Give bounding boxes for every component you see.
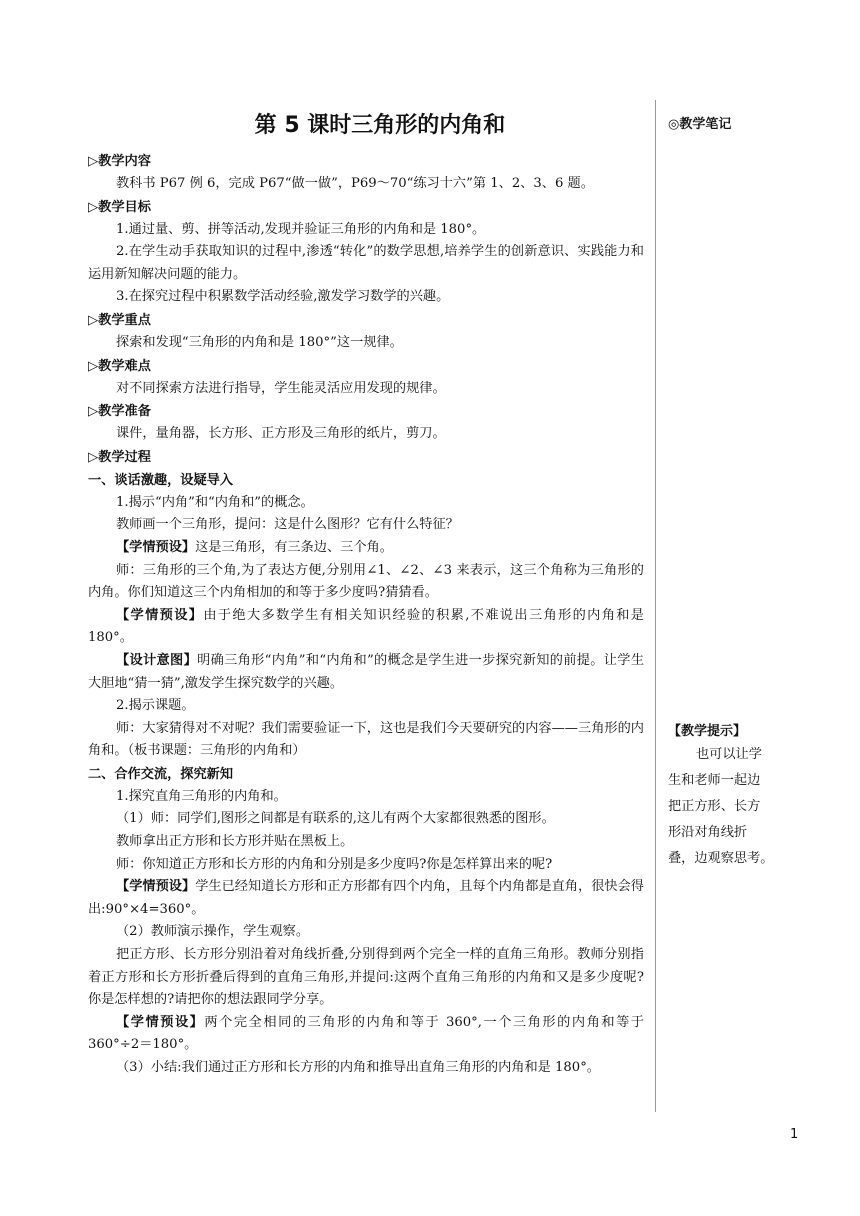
tip-line: 生和老师一起边 <box>668 773 761 788</box>
paragraph: （3）小结:我们通过正方形和长方形的内角和推导出直角三角形的内角和是 180°。 <box>116 1060 600 1075</box>
paragraph: 教师画一个三角形，提问：这是什么图形？它有什么特征？ <box>116 517 459 533</box>
paragraph: 1.探究直角三角形的内角和。 <box>116 788 287 804</box>
section-heading: ▷教学内容 <box>88 154 151 169</box>
paragraph <box>88 605 644 650</box>
paragraph: 1.揭示“内角”和“内角和”的概念。 <box>116 494 314 510</box>
paragraph: 师：你知道正方形和长方形的内角和分别是多少度吗?你是怎样算出来的呢? <box>116 856 553 872</box>
paragraph: 把正方形、长方形分别沿着对角线折叠,分别得到两个完全一样的直角三角形。教师分别指着正方形和长方形折叠后得到的直角三角形,并提问:这两个直角三角形的内角和又是多少度呢?你是怎样想的?请把你的想法跟同学分享。 <box>88 947 644 1008</box>
paragraph: （2）教师演示操作，学生观察。 <box>116 924 310 940</box>
paragraph <box>88 1012 644 1057</box>
subsection-heading: 二、合作交流，探究新知 <box>88 766 234 782</box>
paragraph: 2.揭示课题。 <box>116 698 195 714</box>
preset-tag: 【学情预设】 <box>116 1014 205 1030</box>
tip-heading: 【教学提示】 <box>668 724 747 739</box>
paragraph: 教科书 P67 例 6，完成 P67“做一做”，P69～70“练习十六”第 1、2、3、6 题。 <box>116 176 594 191</box>
preset-tag: 【学情预设】 <box>116 879 196 895</box>
preset-tag: 【学情预设】 <box>116 607 204 623</box>
paragraph-text: 学生已经知道长方形和正方形都有四个内角，且每个内角都是直角，很快会得出:90°×4=360°。 <box>88 879 644 917</box>
paragraph: 探索和发现“三角形的内角和是 180°”这一规律。 <box>116 334 403 350</box>
section-heading: ▷教学重点 <box>88 312 151 328</box>
tip-line: 也可以让学 <box>696 747 762 762</box>
paragraph <box>88 537 644 560</box>
design-intent-tag: 【设计意图】 <box>116 652 198 668</box>
margin-divider <box>655 100 656 1112</box>
tip-line: 形沿对角线折 <box>668 825 748 840</box>
paragraph <box>88 650 644 695</box>
paragraph: （1）师：同学们,图形之间都是有联系的,这儿有两个大家都很熟悉的图形。 <box>116 811 555 827</box>
notes-label: ◎教学笔记 <box>668 117 732 132</box>
section-heading: ▷教学准备 <box>88 404 151 420</box>
page-title: 第 5 课时三角形的内角和 <box>254 113 506 138</box>
tip-line: 把正方形、长方 <box>668 799 761 814</box>
page-number: 1 <box>790 1127 799 1142</box>
paragraph: 师：大家猜得对不对呢？我们需要验证一下，这也是我们今天要研究的内容——三角形的内角和。（板书课题：三角形的内角和） <box>88 720 644 759</box>
paragraph: 教师拿出正方形和长方形并贴在黑板上。 <box>116 834 354 850</box>
section-heading: ▷教学目标 <box>88 199 151 215</box>
preset-tag: 【学情预设】 <box>116 539 196 555</box>
paragraph: 对不同探索方法进行指导，学生能灵活应用发现的规律。 <box>116 380 446 396</box>
tip-line: 叠，边观察思考。 <box>668 851 774 866</box>
paragraph <box>88 876 644 921</box>
section-heading: ▷教学过程 <box>88 449 151 465</box>
lesson-body <box>88 108 644 1080</box>
paragraph: 师：三角形的三个角,为了表达方便,分别用∠1、∠2、∠3 来表示，这三个角称为三角形的内角。你们知道这三个内角相加的和等于多少度吗?猜猜看。 <box>88 562 644 601</box>
paragraph: 1.通过量、剪、拼等活动,发现并验证三角形的内角和是 180°。 <box>116 221 486 237</box>
paragraph-text: 明确三角形“内角”和“内角和”的概念是学生进一步探究新知的前提。让学生大胆地“猜一猜”,激发学生探究数学的兴趣。 <box>88 652 645 691</box>
paragraph-text: 这是三角形，有三条边、三个角。 <box>195 539 393 555</box>
paragraph-text: 两个完全相同的三角形的内角和等于 360°,一个三角形的内角和等于 360°÷2＝180°。 <box>88 1014 644 1053</box>
paragraph-text: 由于绝大多数学生有相关知识经验的积累,不难说出三角形的内角和是 180°。 <box>88 607 644 646</box>
subsection-heading: 一、谈话激趣，设疑导入 <box>88 472 234 488</box>
paragraph: 2.在学生动手获取知识的过程中,渗透“转化”的数学思想,培养学生的创新意识、实践能力和运用新知解决问题的能力。 <box>88 244 644 282</box>
paragraph: 课件，量角器，长方形、正方形及三角形的纸片，剪刀。 <box>116 426 446 442</box>
paragraph: 3.在探究过程中积累数学活动经验,激发学习数学的兴趣。 <box>116 289 450 305</box>
section-heading: ▷教学难点 <box>88 358 151 374</box>
